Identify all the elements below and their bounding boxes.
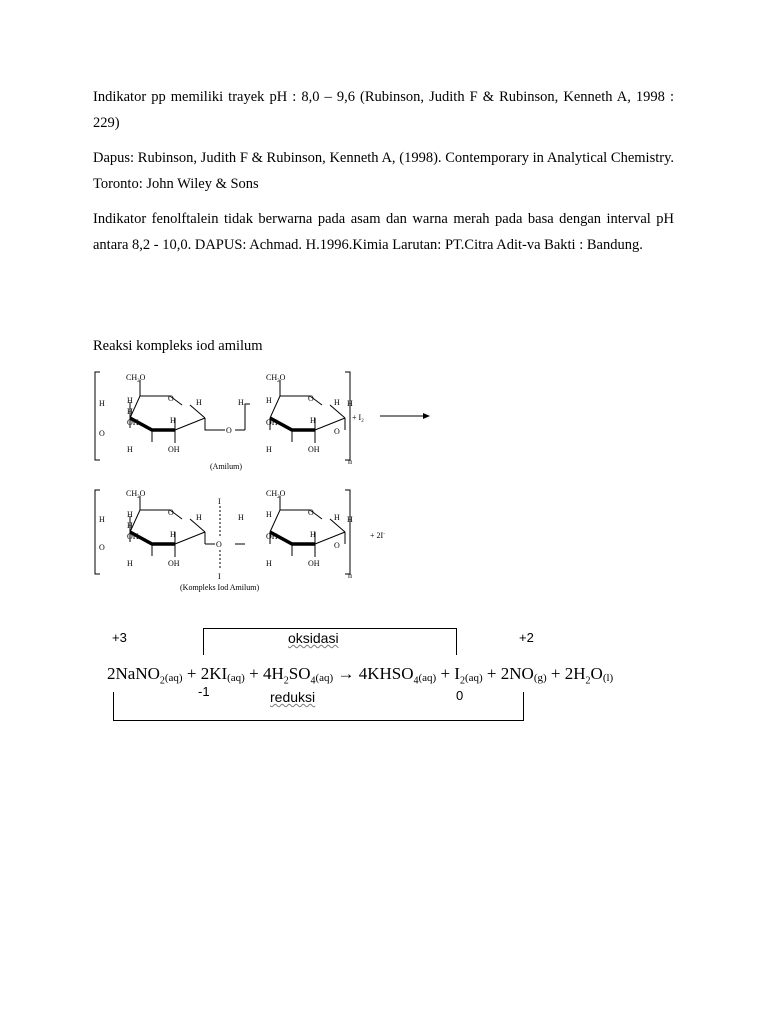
svg-text:H: H (334, 398, 340, 407)
kompleks-iod-amilum-diagram (90, 484, 440, 594)
svg-text:H: H (196, 513, 202, 522)
svg-text:O: O (226, 426, 232, 435)
svg-text:H: H (266, 559, 272, 568)
svg-text:H: H (170, 416, 176, 425)
svg-text:H: H (170, 530, 176, 539)
oxidation-state-i-end: 0 (456, 688, 464, 703)
svg-text:O: O (308, 394, 314, 403)
svg-text:H: H (347, 515, 353, 524)
svg-text:OH: OH (168, 559, 180, 568)
svg-text:H: H (266, 510, 272, 519)
svg-text:OH: OH (127, 418, 139, 427)
svg-text:O: O (334, 541, 340, 550)
svg-text:H: H (127, 396, 133, 405)
section-heading-iod-amilum: Reaksi kompleks iod amilum (93, 338, 263, 354)
amilum-structure (90, 368, 440, 483)
paragraph-dapus-rubinson: Dapus: Rubinson, Judith F & Rubinson, Kenneth A, (1998). Contemporary in Analytical Chemistry. Toronto: John Wiley & Sons (93, 150, 674, 192)
oxidation-label: oksidasi (288, 630, 339, 646)
svg-text:H: H (266, 445, 272, 454)
svg-text:H: H (127, 445, 133, 454)
paragraph-pp-indicator: Indikator pp memiliki trayek pH : 8,0 – 9,6 (Rubinson, Judith F & Rubinson, Kenneth A, 1998 : 229) (93, 89, 674, 131)
paragraph-fenolftalein: Indikator fenolftalein tidak berwarna pada asam dan warna merah pada basa dengan interval pH antara 8,2 - 10,0. DAPUS: Achmad. H.1996.Kimia Larutan: PT.Citra Adit-va Bakti : Bandung. (93, 211, 674, 253)
oxidation-state-i-start: -1 (198, 684, 210, 699)
svg-text:OH: OH (168, 445, 180, 454)
oxidation-state-n-end: +2 (519, 630, 534, 645)
kompleks-iod-amilum-structure (90, 484, 440, 599)
svg-text:n: n (348, 457, 352, 466)
svg-text:OH: OH (308, 445, 320, 454)
svg-text:H: H (266, 396, 272, 405)
svg-text:n: n (348, 571, 352, 580)
svg-text:CH2O: $CH_2O$ (126, 489, 146, 500)
svg-text:H: H (127, 407, 133, 416)
svg-text:H: H (127, 559, 133, 568)
svg-text:O: O (216, 540, 222, 549)
svg-text:H: H (127, 521, 133, 530)
svg-text:O: O (99, 429, 105, 438)
svg-text:I: I (218, 497, 221, 506)
svg-text:H: H (238, 398, 244, 407)
svg-text:O: O (168, 394, 174, 403)
svg-text:CH2O: $CH_2O$ (126, 373, 146, 384)
svg-text:CH2O: $CH_2O$ (266, 373, 286, 384)
svg-text:O: O (334, 427, 340, 436)
redox-reaction (95, 620, 655, 730)
svg-text:H: H (334, 513, 340, 522)
svg-text:OH: OH (127, 532, 139, 541)
svg-text:(Amilum): (Amilum) (210, 462, 242, 471)
svg-text:+ 2I-: + 2I- (370, 531, 385, 540)
svg-text:(Kompleks Iod Amilum): (Kompleks Iod Amilum) (180, 583, 260, 592)
svg-text:+ I2: + $I_2$ (352, 413, 364, 424)
svg-text:H: H (127, 510, 133, 519)
chemical-equation: 2NaNO$_2$(aq) + $2KI(aq) + 4H_2SO_4(aq)$ → $4KHSO_4(aq) + I_2(aq) + 2NO(g) + 2H_2O(l)$ (107, 664, 614, 687)
oxidation-state-n-start: +3 (112, 630, 127, 645)
svg-text:CH2O: $CH_2O$ (266, 489, 286, 500)
svg-text:OH: OH (266, 418, 278, 427)
svg-text:H: H (347, 399, 353, 408)
svg-text:H: H (99, 515, 105, 524)
svg-text:O: O (168, 508, 174, 517)
svg-text:OH: OH (266, 532, 278, 541)
svg-text:I: I (218, 572, 221, 581)
svg-text:OH: OH (308, 559, 320, 568)
reduction-label: reduksi (270, 689, 316, 705)
svg-text:H: H (238, 513, 244, 522)
svg-text:H: H (310, 530, 316, 539)
svg-text:H: H (310, 416, 316, 425)
amilum-structure-diagram (90, 368, 440, 478)
svg-text:O: O (99, 543, 105, 552)
reaction-arrow: → (333, 664, 359, 683)
svg-text:O: O (308, 508, 314, 517)
svg-text:H: H (99, 399, 105, 408)
svg-text:H: H (196, 398, 202, 407)
